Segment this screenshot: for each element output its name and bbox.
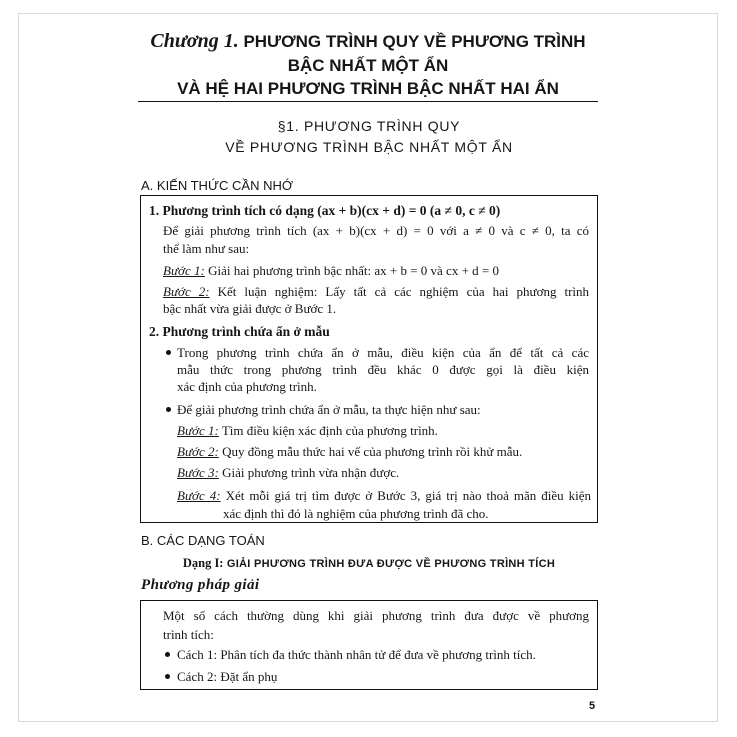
step-text: Quy đồng mẫu thức hai vế của phương trình rồi khử mẫu. <box>222 444 523 459</box>
chapter-title-line-1 <box>138 30 598 54</box>
paragraph-line: Một số cách thường dùng khi giải phương trình đưa được về phương <box>163 608 589 623</box>
part-b-heading: B. CÁC DẠNG TOÁN <box>141 533 265 548</box>
topic-1-step-1 <box>163 262 589 280</box>
chapter-title-line-3: VÀ HỆ HAI PHƯƠNG TRÌNH BẬC NHẤT HAI ẨN <box>177 79 559 98</box>
method-bullet-2 <box>177 668 589 686</box>
paragraph-line: trình tích: <box>163 627 214 642</box>
step-line <box>177 487 591 505</box>
paragraph-line: Để giải phương trình tích (ax + b)(cx + d) = 0 với a ≠ 0 và c ≠ 0, ta có <box>163 223 589 238</box>
chapter-label: Chương 1. <box>150 30 239 52</box>
step-line <box>177 422 591 440</box>
step-text: Giải phương trình vừa nhận được. <box>222 465 400 480</box>
chapter-title-line-2: BẬC NHẤT MỘT ẨN <box>287 55 449 75</box>
topic-2-step-1 <box>177 422 591 440</box>
step-label: Bước 1: <box>163 263 205 278</box>
step-label: Bước 1: <box>177 423 219 438</box>
paragraph-line: thể làm như sau: <box>163 241 250 256</box>
knowledge-box <box>140 195 598 523</box>
bullet-line: xác định của phương trình. <box>177 379 317 394</box>
bullet-line: Trong phương trình chứa ẩn ở mẫu, điều kiện của ẩn để tất cả các <box>177 345 589 360</box>
problem-type-title <box>140 554 598 573</box>
step-text: Tìm điều kiện xác định của phương trình. <box>221 423 438 438</box>
section-title-line-1: §1. PHƯƠNG TRÌNH QUY <box>277 118 461 134</box>
step-line: bậc nhất vừa giải được ở Bước 1. <box>163 301 337 316</box>
bullet-line: mẫu thức trong phương trình đều khác 0 được gọi là điều kiện <box>177 362 589 377</box>
bullet-line: Để giải phương trình chứa ẩn ở mẫu, ta thực hiện như sau: <box>177 402 481 417</box>
step-text: Kết luận nghiệm: Lấy tất cả các nghiệm của hai phương trình <box>217 284 590 299</box>
step-text: Giải hai phương trình bậc nhất: ax + b = 0 và cx + d = 0 <box>208 263 499 278</box>
step-label: Bước 2: <box>177 444 219 459</box>
chapter-title-text: PHƯƠNG TRÌNH QUY VỀ PHƯƠNG TRÌNH <box>243 32 586 51</box>
topic-2-bullet-2 <box>177 401 589 419</box>
step-line <box>177 464 591 482</box>
bullet-icon <box>165 674 170 679</box>
bullet-line: Cách 1: Phân tích đa thức thành nhân tử để đưa về phương trình tích. <box>177 647 536 662</box>
bullet-line: Cách 2: Đặt ẩn phụ <box>177 669 278 684</box>
section-title <box>140 116 598 157</box>
problem-type-text: GIẢI PHƯƠNG TRÌNH ĐƯA ĐƯỢC VỀ PHƯƠNG TRÌNH TÍCH <box>226 558 556 570</box>
topic-1-intro <box>163 222 589 258</box>
page-number: 5 <box>589 700 596 712</box>
topic-2-step-2 <box>177 443 591 461</box>
method-intro <box>163 606 589 644</box>
problem-type-label: Dạng I: <box>182 556 224 570</box>
bullet-icon <box>166 407 171 412</box>
method-box <box>140 600 598 690</box>
step-label: Bước 2: <box>163 284 210 299</box>
chapter-title <box>138 30 598 102</box>
method-heading: Phương pháp giải <box>141 577 260 593</box>
topic-2-heading: 2. Phương trình chứa ẩn ở mẫu <box>149 324 330 339</box>
section-title-line-2: VỀ PHƯƠNG TRÌNH BẬC NHẤT MỘT ẨN <box>225 138 513 155</box>
topic-1-heading: 1. Phương trình tích có dạng (ax + b)(cx + d) = 0 (a ≠ 0, c ≠ 0) <box>149 203 501 218</box>
topic-2-step-3 <box>177 464 591 482</box>
step-label: Bước 4: <box>177 488 221 503</box>
step-line: xác định thì đó là nghiệm của phương trình đã cho. <box>223 506 489 521</box>
step-line <box>177 443 591 461</box>
topic-2-bullet-1 <box>177 344 589 395</box>
step-line <box>163 262 589 280</box>
method-bullet-1 <box>177 646 589 664</box>
step-line <box>163 283 589 300</box>
topic-1-step-2 <box>163 283 589 317</box>
topic-2-step-4 <box>177 487 591 523</box>
step-text: Xét mỗi giá trị tìm được ở Bước 3, giá trị nào thoả mãn điều kiện <box>225 488 592 503</box>
bullet-icon <box>165 652 170 657</box>
step-label: Bước 3: <box>177 465 219 480</box>
bullet-icon <box>166 350 171 355</box>
part-a-heading: A. KIẾN THỨC CẦN NHỚ <box>141 178 294 193</box>
